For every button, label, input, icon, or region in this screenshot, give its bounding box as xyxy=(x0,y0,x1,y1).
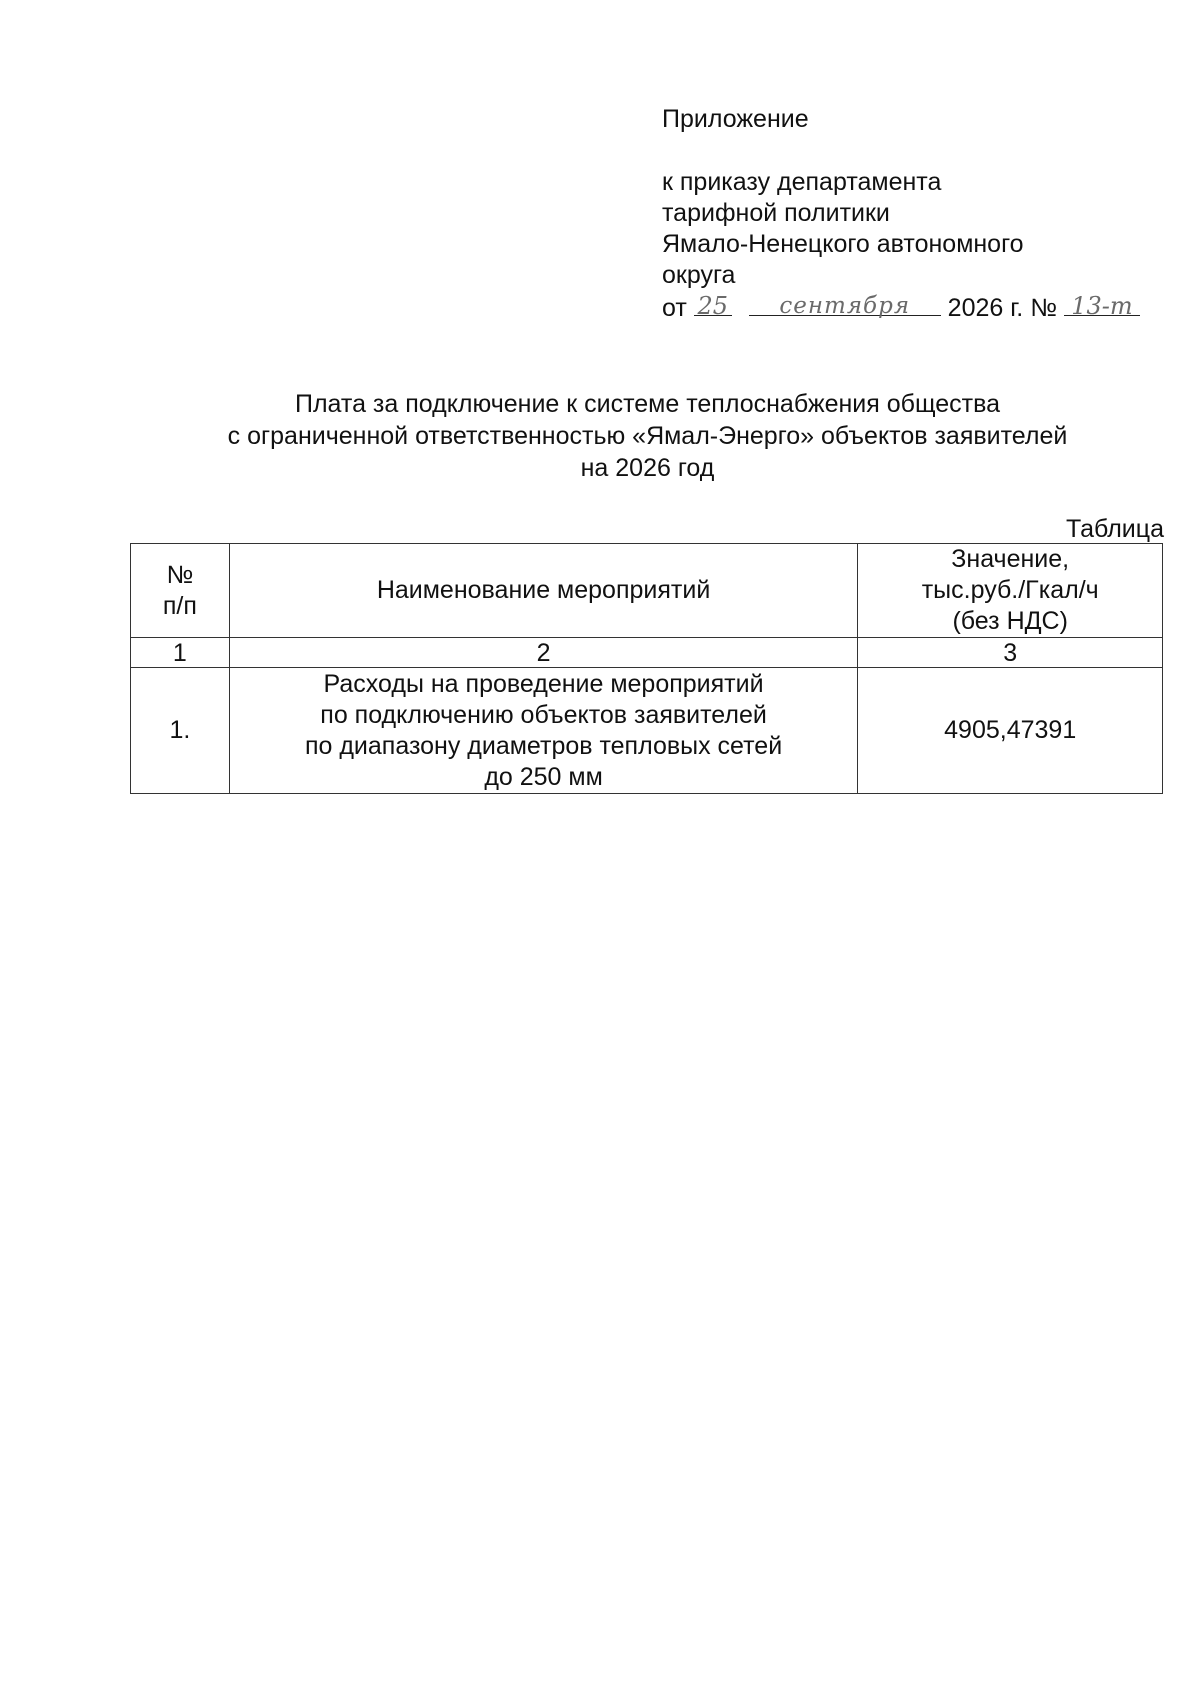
appendix-line: Ямало-Ненецкого автономного xyxy=(662,230,1024,258)
table-row xyxy=(131,668,1163,794)
table-header-row xyxy=(131,544,1163,638)
header-text: № xyxy=(166,560,194,589)
table-caption: Таблица xyxy=(1065,515,1164,543)
appendix-title: Приложение xyxy=(662,105,809,133)
column-number: 1 xyxy=(131,638,230,668)
date-prefix: от xyxy=(662,294,687,322)
column-number-row xyxy=(131,638,1163,668)
header-text: (без НДС) xyxy=(952,607,1068,635)
order-number-field xyxy=(1064,291,1140,320)
row-number: 1. xyxy=(131,668,230,794)
appendix-line: округа xyxy=(662,261,736,289)
document-title xyxy=(130,388,1165,484)
header-cell-value xyxy=(858,544,1163,638)
day-field xyxy=(694,291,732,320)
header-cell-name xyxy=(229,544,858,638)
appendix-line: к приказу департамента xyxy=(662,168,942,196)
year-number-label: 2026 г. № xyxy=(947,294,1058,322)
column-number: 3 xyxy=(858,638,1163,668)
row-name-line: Расходы на проведение мероприятий xyxy=(323,669,764,698)
handwritten-order-number: 13-т xyxy=(1071,292,1133,320)
row-name xyxy=(229,668,858,794)
handwritten-day: 25 xyxy=(697,292,729,320)
appendix-header xyxy=(662,104,1162,322)
fee-table xyxy=(130,543,1163,794)
column-number: 2 xyxy=(229,638,858,668)
row-value: 4905,47391 xyxy=(858,668,1163,794)
appendix-line: тарифной политики xyxy=(662,199,890,227)
row-name-line: до 250 мм xyxy=(484,762,603,791)
row-name-line: по подключению объектов заявителей xyxy=(320,700,767,729)
title-line: на 2026 год xyxy=(580,454,715,482)
order-date-line xyxy=(662,291,1162,322)
row-name-line: по диапазону диаметров тепловых сетей xyxy=(304,731,783,760)
title-line: с ограниченной ответственностью «Ямал-Энерго» объектов заявителей xyxy=(227,422,1068,450)
header-text: тыс.руб./Гкал/ч xyxy=(921,576,1099,604)
header-text: Наименование мероприятий xyxy=(376,576,711,604)
header-cell-number xyxy=(131,544,230,638)
handwritten-month: сентября xyxy=(779,293,911,319)
month-field xyxy=(749,291,941,319)
header-text: Значение, xyxy=(951,545,1070,573)
header-text: п/п xyxy=(162,591,197,620)
title-line: Плата за подключение к системе теплоснабжения общества xyxy=(294,390,1001,418)
